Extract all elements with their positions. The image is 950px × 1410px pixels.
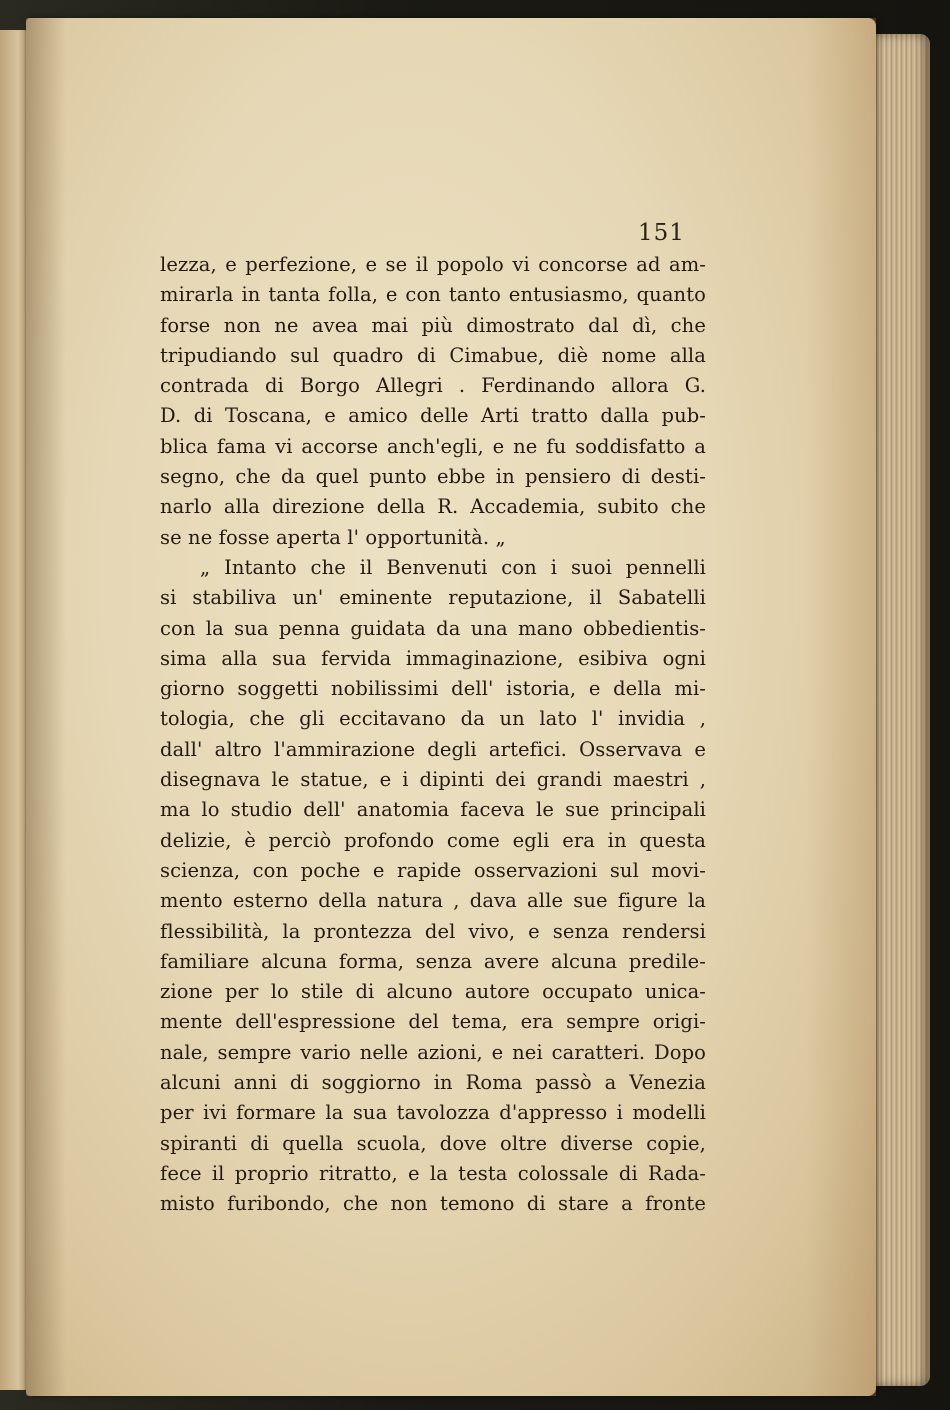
text-line: familiare alcuna forma, senza avere alcuna predile- xyxy=(160,949,706,973)
text-line: D. di Toscana, e amico delle Arti tratto dalla pub- xyxy=(160,404,706,428)
text-line: flessibilità, la prontezza del vivo, e senza rendersi xyxy=(160,919,706,943)
text-line: dall' altro l'ammirazione degli artefici. Osservava e xyxy=(160,737,706,761)
text-line: ma lo studio dell' anatomia faceva le sue principali xyxy=(160,798,706,822)
text-line: per ivi formare la sua tavolozza d'appresso i modelli xyxy=(160,1101,706,1125)
text-line: fece il proprio ritratto, e la testa colossale di Rada- xyxy=(160,1161,706,1185)
text-line: zione per lo stile di alcuno autore occupato unica- xyxy=(160,980,706,1004)
text-line: disegnava le statue, e i dipinti dei grandi maestri , xyxy=(160,768,706,792)
page-number: 151 xyxy=(638,220,685,246)
text-line: mente dell'espressione del tema, era sempre origi- xyxy=(160,1010,706,1034)
text-line: lezza, e perfezione, e se il popolo vi concorse ad am- xyxy=(160,253,706,276)
text-line: spiranti di quella scuola, dove oltre diverse copie, xyxy=(160,1131,706,1155)
text-line: blica fama vi accorse anch'egli, e ne fu soddisfatto a xyxy=(160,434,706,458)
text-line: delizie, è perciò profondo come egli era in questa xyxy=(160,828,706,852)
text-line: contrada di Borgo Allegri . Ferdinando allora G. xyxy=(160,374,706,398)
paragraph-end-line: se ne fosse aperta l' opportunità. „ xyxy=(160,525,506,549)
text-line: scienza, con poche e rapide osservazioni sul movi- xyxy=(160,858,706,882)
text-line: tologia, che gli eccitavano da un lato l' invidia , xyxy=(160,707,706,731)
text-line: sima alla sua fervida immaginazione, esibiva ogni xyxy=(160,646,706,670)
book-page xyxy=(26,18,876,1396)
text-line: si stabiliva un' eminente reputazione, il Sabatelli xyxy=(160,586,706,610)
text-line: misto furibondo, che non temono di stare a fronte xyxy=(160,1192,706,1216)
text-line: forse non ne avea mai più dimostrato dal dì, che xyxy=(160,313,706,337)
body-text xyxy=(160,250,706,1220)
text-line: con la sua penna guidata da una mano obbedientis- xyxy=(160,616,706,640)
text-line: mento esterno della natura , dava alle sue figure la xyxy=(160,889,706,913)
paragraph-start-line: „ Intanto che il Benvenuti con i suoi pennelli xyxy=(200,555,706,579)
text-line: mirarla in tanta folla, e con tanto entusiasmo, quanto xyxy=(160,283,706,307)
text-line: narlo alla direzione della R. Accademia, subito che xyxy=(160,495,706,519)
text-line: nale, sempre vario nelle azioni, e nei caratteri. Dopo xyxy=(160,1040,706,1064)
text-line: segno, che da quel punto ebbe in pensiero di desti- xyxy=(160,465,706,489)
text-line: giorno soggetti nobilissimi dell' istoria, e della mi- xyxy=(160,677,706,701)
text-line: alcuni anni di soggiorno in Roma passò a Venezia xyxy=(160,1071,706,1095)
text-line: tripudiando sul quadro di Cimabue, diè nome alla xyxy=(160,343,706,367)
